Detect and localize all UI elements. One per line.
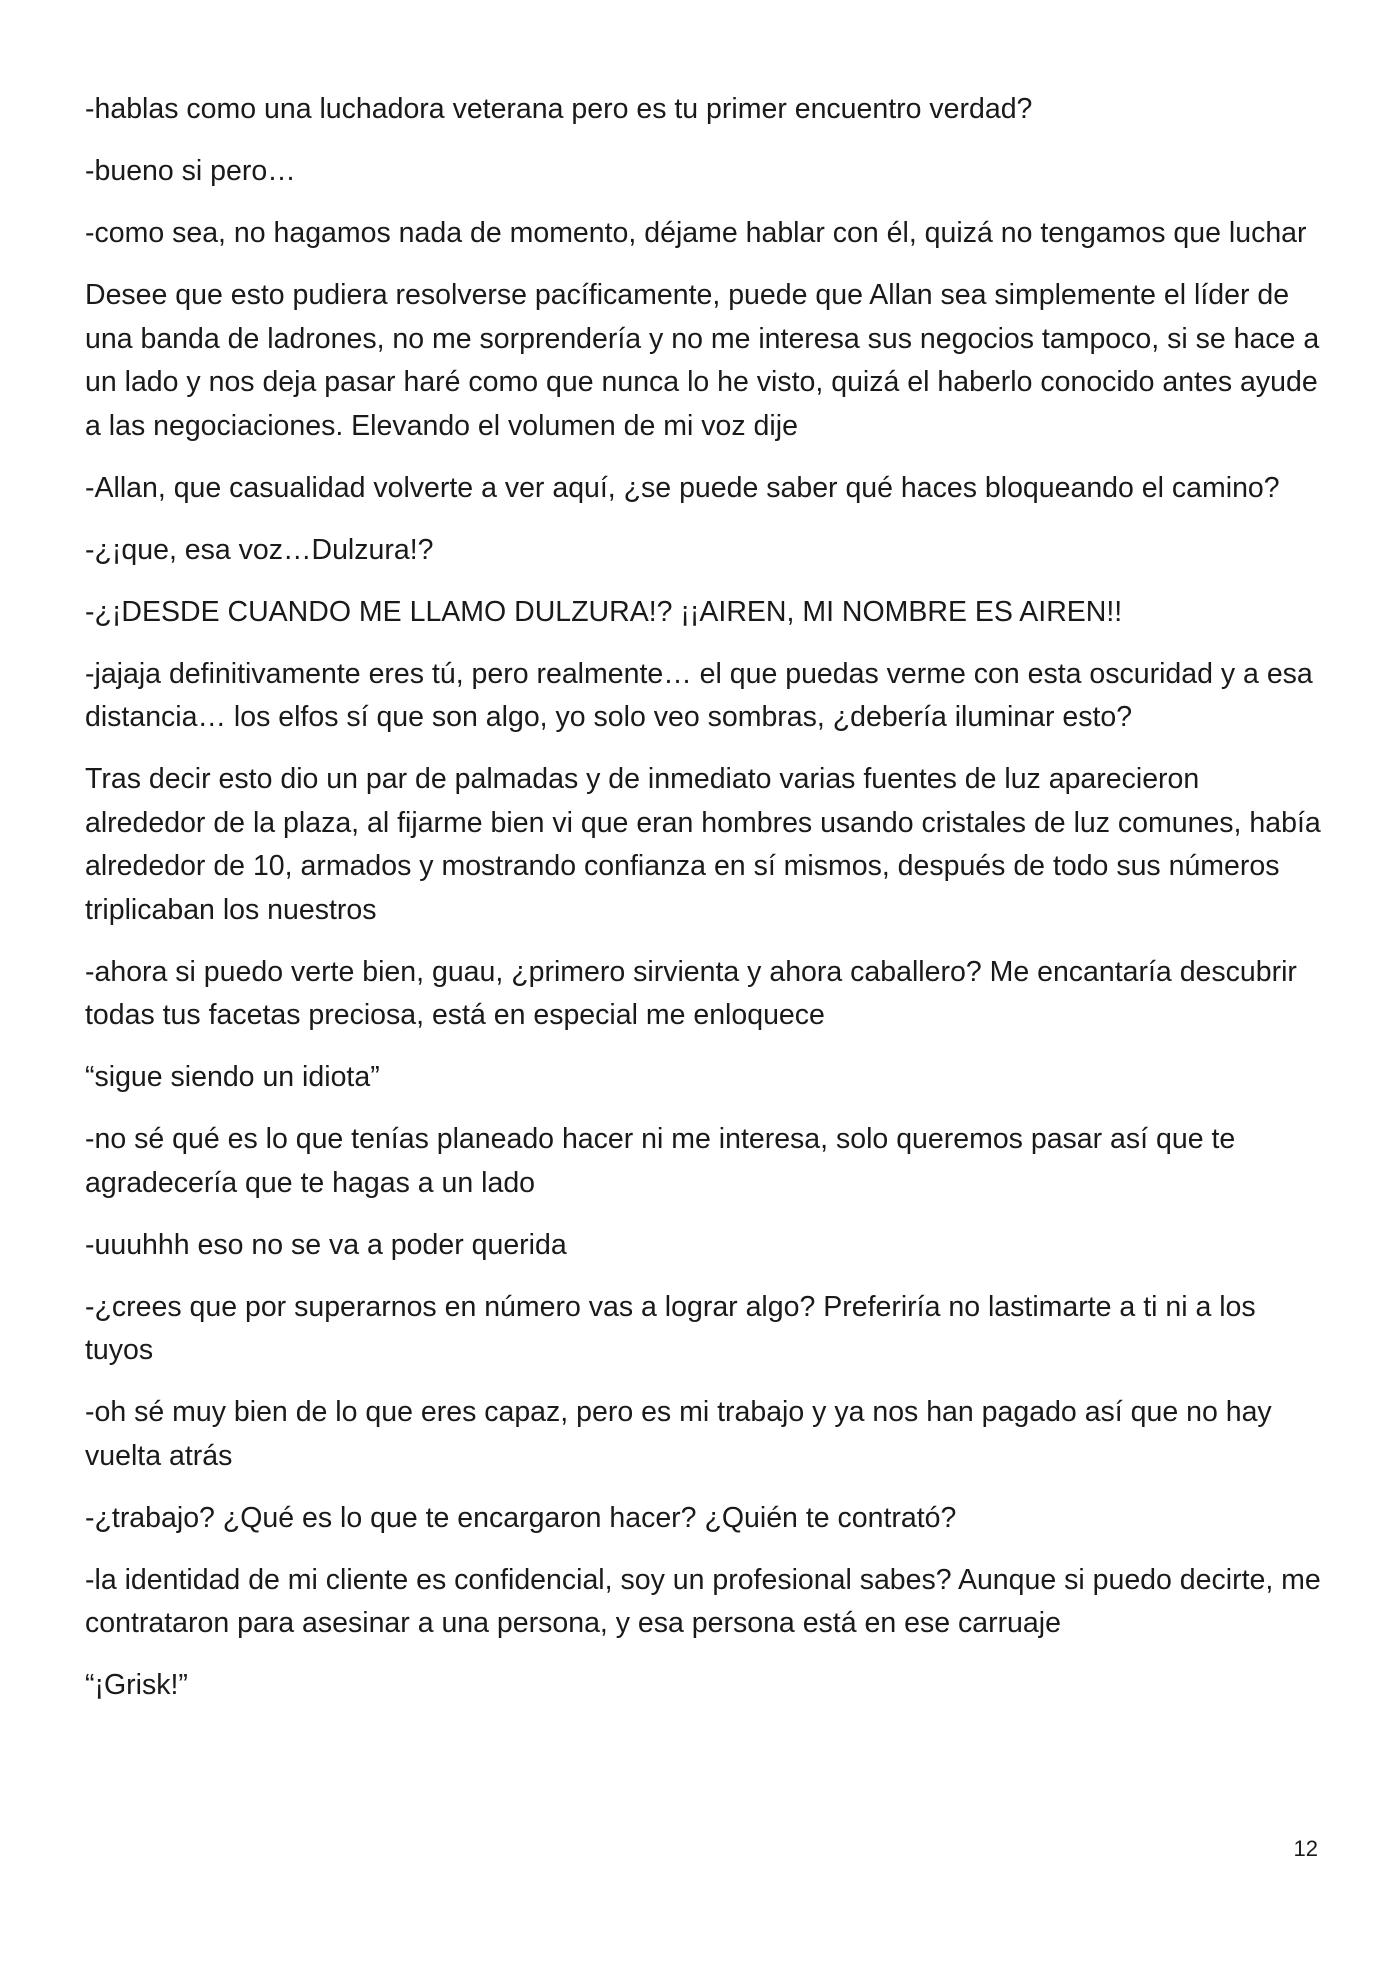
paragraph-15: -oh sé muy bien de lo que eres capaz, pero es mi trabajo y ya nos han pagado así que no hay vuelta atrás	[85, 1396, 1272, 1472]
paragraph-13: -uuuhhh eso no se va a poder querida	[85, 1228, 567, 1261]
paragraph-14: -¿crees que por superarnos en número vas a lograr algo? Preferiría no lastimarte a ti ni a los tuyos	[85, 1290, 1256, 1366]
paragraph-1: -hablas como una luchadora veterana pero es tu primer encuentro verdad?	[85, 93, 1033, 125]
paragraph-2: -bueno si pero…	[85, 155, 296, 187]
page-number: 12	[1293, 1836, 1318, 1861]
paragraph-3: -como sea, no hagamos nada de momento, déjame hablar con él, quizá no tengamos que luchar	[85, 217, 1307, 249]
paragraph-12: -no sé qué es lo que tenías planeado hacer ni me interesa, solo queremos pasar así que te agradecería que te hagas a un lado	[85, 1123, 1236, 1199]
paragraph-10: -ahora si puedo verte bien, guau, ¿primero sirvienta y ahora caballero? Me encantaría descubrir todas tus facetas preciosa, está en especial me enloquece	[85, 955, 1297, 1031]
paragraph-17: -la identidad de mi cliente es confidencial, soy un profesional sabes? Aunque si puedo decirte, me contrataron para asesinar a una persona, y esa persona está en ese carruaje	[85, 1563, 1321, 1639]
paragraph-5: -Allan, que casualidad volverte a ver aquí, ¿se puede saber qué haces bloqueando el camino?	[85, 471, 1280, 504]
paragraph-9: Tras decir esto dio un par de palmadas y de inmediato varias fuentes de luz aparecieron alrededor de la plaza, al fijarme bien vi que eran hombres usando cristales de luz comunes, había alrededor de 10, armados y mostrando confianza en sí mismos, después de todo sus números triplicaban los nuestros	[85, 763, 1321, 926]
paragraph-6: -¿¡que, esa voz…Dulzura!?	[85, 533, 434, 566]
paragraph-8: -jajaja definitivamente eres tú, pero realmente… el que puedas verme con esta oscuridad y a esa distancia… los elfos sí que son algo, yo solo veo sombras, ¿debería iluminar esto?	[85, 657, 1313, 733]
paragraph-16: -¿trabajo? ¿Qué es lo que te encargaron hacer? ¿Quién te contrató?	[85, 1501, 957, 1534]
paragraph-7: -¿¡DESDE CUANDO ME LLAMO DULZURA!? ¡¡AIREN, MI NOMBRE ES AIREN!!	[85, 595, 1123, 628]
paragraph-18: “¡Grisk!”	[85, 1669, 188, 1701]
paragraph-11: “sigue siendo un idiota”	[85, 1061, 380, 1093]
paragraph-4: Desee que esto pudiera resolverse pacíficamente, puede que Allan sea simplemente el líder de una banda de ladrones, no me sorprendería y no me interesa sus negocios tampoco, si se hace a un lado y nos deja pasar haré como que nunca lo he visto, quizá el haberlo conocido antes ayude a las negociaciones. Elevando el volumen de mi voz dije	[85, 279, 1320, 442]
document-body	[85, 88, 1325, 1726]
